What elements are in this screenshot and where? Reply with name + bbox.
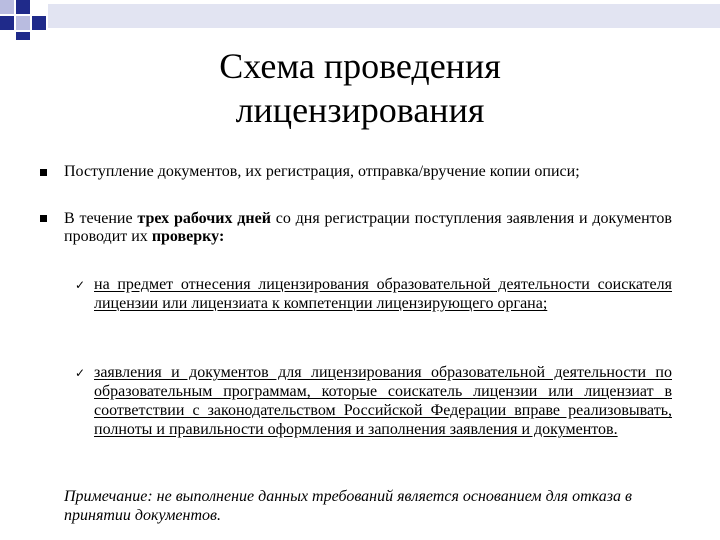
bullet-2-part1: В течение [64, 210, 138, 227]
sub-bullet-2-text: заявления и документов для лицензирования образовательной деятельности по образовательным программам, которые соискатель лицензии или лицензиат в соответствии с законодательством Российской Федерации вправе реализовывать, полноты и правильности оформления и заполнения заявления и документов. [94, 364, 672, 438]
slide-title [150, 44, 570, 132]
bullet-1-text: Поступление документов, их регистрация, отправка/вручение копии описи; [64, 163, 580, 180]
checkmark-icon: ✓ [75, 278, 86, 292]
checkmark-icon: ✓ [75, 366, 86, 380]
title-line-2: лицензирования [235, 90, 485, 130]
title-line-1: Схема проведения [219, 46, 501, 86]
bullet-square-icon [40, 169, 47, 176]
bullet-2-part2: со дня регистрации поступления заявления и документов проводит их [64, 210, 672, 245]
bullet-2-bold-days: трех рабочих дней [137, 210, 271, 227]
note-text: Примечание: не выполнение данных требований является основанием для отказа в принятии документов. [64, 488, 632, 524]
sub-bullet-1-text: на предмет отнесения лицензирования образовательной деятельности соискателя лицензии или лицензиата к компетенции лицензирующего органа; [94, 276, 672, 312]
corner-decoration [0, 0, 720, 40]
bullet-square-icon [40, 215, 47, 222]
bullet-2-text [64, 210, 672, 246]
bullet-2-bold-check: проверку: [151, 228, 225, 245]
